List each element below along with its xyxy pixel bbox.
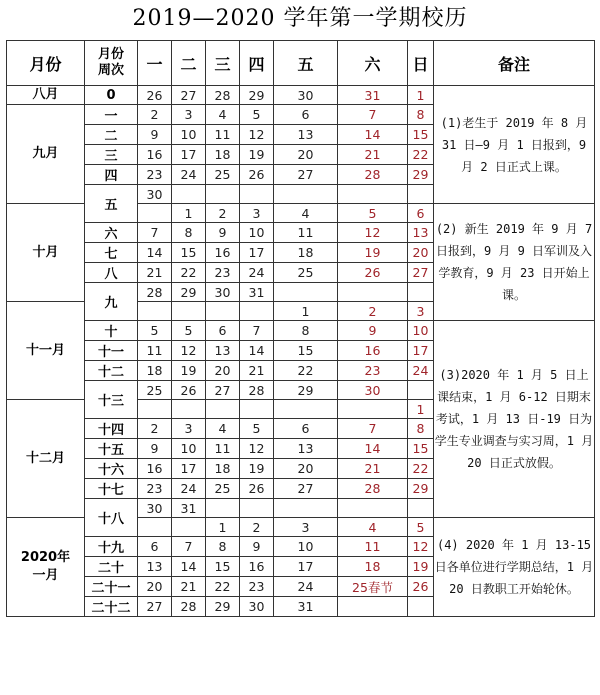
- day-cell: 23: [338, 361, 408, 381]
- day-cell: 5: [240, 105, 274, 125]
- day-cell: [408, 283, 434, 302]
- day-header-mon: 一: [138, 41, 172, 86]
- day-cell: 2: [138, 419, 172, 439]
- week-number-cell: 八: [85, 263, 138, 283]
- month-cell: 十二月: [7, 400, 85, 518]
- day-cell: 13: [206, 341, 240, 361]
- day-cell: [206, 302, 240, 321]
- day-cell: 8: [408, 419, 434, 439]
- day-cell: [172, 185, 206, 204]
- month-cell: 2020年 一月: [7, 518, 85, 617]
- day-cell: 20: [274, 145, 338, 165]
- day-cell: 26: [338, 263, 408, 283]
- day-cell: 21: [338, 145, 408, 165]
- day-cell: 11: [274, 223, 338, 243]
- day-cell: 24: [172, 165, 206, 185]
- day-cell: 3: [274, 518, 338, 537]
- day-cell: 28: [206, 86, 240, 105]
- week-number-cell: 六: [85, 223, 138, 243]
- day-cell: 18: [206, 145, 240, 165]
- day-cell: 2: [240, 518, 274, 537]
- note-text: (3)2020 年 1 月 5 日上课结束，1 月 6-12 日期末考试，1 月 13 日-19 日为学生专业调查与实习周，1 月 20 日正式放假。: [434, 368, 594, 470]
- day-cell: [206, 499, 240, 518]
- day-cell: 14: [138, 243, 172, 263]
- day-cell: 19: [338, 243, 408, 263]
- day-cell: 2: [338, 302, 408, 321]
- day-header-fri: 五: [274, 41, 338, 86]
- week-number-cell: 七: [85, 243, 138, 263]
- day-cell: 3: [408, 302, 434, 321]
- note-cell: [434, 518, 595, 617]
- day-cell: 11: [338, 537, 408, 557]
- day-cell: 18: [138, 361, 172, 381]
- day-cell: 30: [338, 381, 408, 400]
- day-cell: 17: [274, 557, 338, 577]
- day-cell: 17: [408, 341, 434, 361]
- day-cell: 8: [408, 105, 434, 125]
- day-cell: [206, 185, 240, 204]
- day-cell: 7: [172, 537, 206, 557]
- day-cell: 28: [172, 597, 206, 617]
- day-cell: 4: [206, 105, 240, 125]
- day-cell: [206, 400, 240, 419]
- day-cell: [408, 499, 434, 518]
- week-number-cell: 十七: [85, 479, 138, 499]
- day-cell: 18: [206, 459, 240, 479]
- day-cell: 5: [240, 419, 274, 439]
- day-cell: 26: [240, 165, 274, 185]
- month-cell: 九月: [7, 105, 85, 204]
- day-cell: 8: [172, 223, 206, 243]
- day-cell: 16: [206, 243, 240, 263]
- day-cell: 22: [206, 577, 240, 597]
- week-number-cell: 三: [85, 145, 138, 165]
- week-number-cell: 十二: [85, 361, 138, 381]
- day-cell: 15: [408, 125, 434, 145]
- day-cell: 1: [206, 518, 240, 537]
- day-cell: 6: [138, 537, 172, 557]
- day-cell: 27: [408, 263, 434, 283]
- day-cell: 24: [240, 263, 274, 283]
- day-cell: 16: [138, 145, 172, 165]
- day-cell: 24: [172, 479, 206, 499]
- week-number-cell: 十一: [85, 341, 138, 361]
- day-cell: 7: [138, 223, 172, 243]
- day-cell: 13: [274, 125, 338, 145]
- day-cell: 11: [138, 341, 172, 361]
- day-cell: 20: [274, 459, 338, 479]
- day-cell: [172, 400, 206, 419]
- day-cell: 6: [274, 105, 338, 125]
- week-number-cell: 二十: [85, 557, 138, 577]
- day-header-tue: 二: [172, 41, 206, 86]
- day-cell: [138, 518, 172, 537]
- day-cell: [408, 185, 434, 204]
- day-cell: 21: [138, 263, 172, 283]
- day-cell: 7: [338, 105, 408, 125]
- table-row: [7, 321, 595, 341]
- day-cell: [138, 302, 172, 321]
- day-cell: 15: [172, 243, 206, 263]
- day-cell: 9: [338, 321, 408, 341]
- week-number-cell: 十六: [85, 459, 138, 479]
- day-cell: 22: [172, 263, 206, 283]
- day-cell: 30: [138, 499, 172, 518]
- day-cell: [138, 204, 172, 223]
- day-cell: 22: [408, 145, 434, 165]
- day-cell: 5: [408, 518, 434, 537]
- day-cell: 7: [240, 321, 274, 341]
- school-calendar-table: [6, 40, 595, 617]
- day-cell: 31: [172, 499, 206, 518]
- day-cell: 2: [138, 105, 172, 125]
- day-cell: 1: [408, 86, 434, 105]
- day-cell: 6: [408, 204, 434, 223]
- week-number-cell: 十: [85, 321, 138, 341]
- day-cell: [274, 283, 338, 302]
- week-number-cell: 九: [85, 283, 138, 321]
- table-row: [7, 86, 595, 105]
- day-cell: 11: [206, 439, 240, 459]
- week-number-cell: 四: [85, 165, 138, 185]
- day-cell: [338, 597, 408, 617]
- day-cell: 16: [240, 557, 274, 577]
- day-cell: 5: [138, 321, 172, 341]
- day-cell: 12: [408, 537, 434, 557]
- day-cell: 16: [138, 459, 172, 479]
- day-cell: [240, 302, 274, 321]
- day-cell: 26: [408, 577, 434, 597]
- day-cell: 15: [206, 557, 240, 577]
- day-cell: 15: [274, 341, 338, 361]
- week-number-cell: 0: [85, 86, 138, 105]
- day-cell: 14: [338, 439, 408, 459]
- day-cell: 17: [172, 145, 206, 165]
- day-cell: 22: [408, 459, 434, 479]
- day-cell: 9: [138, 125, 172, 145]
- month-cell: 十月: [7, 204, 85, 302]
- note-text: (1)老生于 2019 年 8 月 31 日—9 月 1 日报到，9 月 2 日正式上课。: [440, 115, 588, 174]
- day-cell: 25: [274, 263, 338, 283]
- month-cell: 十一月: [7, 302, 85, 400]
- day-cell: [408, 381, 434, 400]
- day-cell: 10: [172, 439, 206, 459]
- day-cell: [338, 185, 408, 204]
- week-number-cell: 一: [85, 105, 138, 125]
- day-cell: 3: [172, 419, 206, 439]
- day-cell: 19: [240, 459, 274, 479]
- day-cell: 21: [338, 459, 408, 479]
- day-header-wed: 三: [206, 41, 240, 86]
- day-cell: [240, 400, 274, 419]
- day-cell: 6: [206, 321, 240, 341]
- week-header: 月份 周次: [85, 41, 138, 86]
- day-cell: 12: [338, 223, 408, 243]
- day-cell: 12: [240, 125, 274, 145]
- day-cell: 25: [206, 165, 240, 185]
- day-cell: 28: [338, 165, 408, 185]
- day-cell: 7: [338, 419, 408, 439]
- day-cell: 28: [138, 283, 172, 302]
- day-cell: 18: [338, 557, 408, 577]
- day-cell: 9: [138, 439, 172, 459]
- day-cell: 27: [274, 479, 338, 499]
- day-cell: [274, 185, 338, 204]
- day-cell: 13: [274, 439, 338, 459]
- notes-header: 备注: [434, 41, 595, 86]
- day-cell: [138, 400, 172, 419]
- note-cell: [434, 321, 595, 518]
- day-header-sat: 六: [338, 41, 408, 86]
- day-cell: 12: [172, 341, 206, 361]
- header-row: [7, 41, 595, 86]
- day-cell: [408, 597, 434, 617]
- day-cell: [338, 283, 408, 302]
- day-cell: 20: [408, 243, 434, 263]
- day-cell: 19: [172, 361, 206, 381]
- day-cell: 11: [206, 125, 240, 145]
- day-cell: 16: [338, 341, 408, 361]
- day-cell: [274, 499, 338, 518]
- day-cell: 9: [206, 223, 240, 243]
- week-number-cell: 十五: [85, 439, 138, 459]
- day-cell: 2: [206, 204, 240, 223]
- day-cell: 27: [138, 597, 172, 617]
- note-text: (4) 2020 年 1 月 13-15 日各单位进行学期总结，1 月 20 日教职工开始轮休。: [434, 538, 594, 596]
- day-cell: [172, 518, 206, 537]
- day-cell: 31: [338, 86, 408, 105]
- day-cell: 8: [206, 537, 240, 557]
- day-cell: [274, 400, 338, 419]
- day-cell: 30: [206, 283, 240, 302]
- day-cell: 27: [206, 381, 240, 400]
- day-cell: 17: [240, 243, 274, 263]
- day-cell: 8: [274, 321, 338, 341]
- day-cell: 10: [274, 537, 338, 557]
- note-text: (2) 新生 2019 年 9 月 7 日报到，9 月 9 日军训及入学教育，9 月 23 日开始上课。: [435, 222, 593, 302]
- week-number-cell: 五: [85, 185, 138, 223]
- day-cell: 10: [172, 125, 206, 145]
- day-header-thu: 四: [240, 41, 274, 86]
- day-cell: 3: [240, 204, 274, 223]
- day-cell: 29: [274, 381, 338, 400]
- day-cell: 27: [274, 165, 338, 185]
- day-cell: 23: [240, 577, 274, 597]
- day-cell: 29: [240, 86, 274, 105]
- day-cell: 9: [240, 537, 274, 557]
- note-cell: [434, 86, 595, 204]
- day-cell: 21: [240, 361, 274, 381]
- day-cell: 10: [240, 223, 274, 243]
- week-number-cell: 十九: [85, 537, 138, 557]
- day-cell: 28: [338, 479, 408, 499]
- day-cell: 10: [408, 321, 434, 341]
- day-cell: 4: [274, 204, 338, 223]
- day-cell: 4: [206, 419, 240, 439]
- day-cell: 19: [240, 145, 274, 165]
- week-number-cell: 二: [85, 125, 138, 145]
- day-cell: 17: [172, 459, 206, 479]
- week-number-cell: 二十二: [85, 597, 138, 617]
- day-cell: 18: [274, 243, 338, 263]
- day-cell: 29: [206, 597, 240, 617]
- day-cell: 30: [240, 597, 274, 617]
- day-cell: 1: [274, 302, 338, 321]
- day-cell: 4: [338, 518, 408, 537]
- day-cell: 29: [172, 283, 206, 302]
- week-number-cell: 十八: [85, 499, 138, 537]
- day-cell: 26: [172, 381, 206, 400]
- day-cell: [338, 400, 408, 419]
- day-cell: 24: [408, 361, 434, 381]
- day-cell: 26: [240, 479, 274, 499]
- page-title: 2019—2020 学年第一学期校历: [132, 6, 468, 31]
- day-cell: 20: [138, 577, 172, 597]
- day-cell: 24: [274, 577, 338, 597]
- day-cell: 29: [408, 165, 434, 185]
- day-cell: 13: [138, 557, 172, 577]
- day-cell: 13: [408, 223, 434, 243]
- day-cell: 30: [138, 185, 172, 204]
- day-cell: 5: [338, 204, 408, 223]
- day-cell: [240, 185, 274, 204]
- day-cell: 1: [172, 204, 206, 223]
- day-cell: 1: [408, 400, 434, 419]
- day-cell: 3: [172, 105, 206, 125]
- day-cell: 14: [240, 341, 274, 361]
- day-cell: 5: [172, 321, 206, 341]
- week-number-cell: 二十一: [85, 577, 138, 597]
- day-cell: 14: [172, 557, 206, 577]
- day-cell: 30: [274, 86, 338, 105]
- day-cell: 25: [138, 381, 172, 400]
- note-cell: [434, 204, 595, 321]
- day-cell: 14: [338, 125, 408, 145]
- day-cell: 29: [408, 479, 434, 499]
- day-cell: 25: [206, 479, 240, 499]
- day-cell: 31: [240, 283, 274, 302]
- day-cell: 23: [138, 165, 172, 185]
- day-cell: 31: [274, 597, 338, 617]
- day-cell: [172, 302, 206, 321]
- day-cell: [240, 499, 274, 518]
- day-cell: 19: [408, 557, 434, 577]
- day-cell: [338, 499, 408, 518]
- month-cell: 八月: [7, 86, 85, 105]
- day-header-sun: 日: [408, 41, 434, 86]
- day-cell: 15: [408, 439, 434, 459]
- day-cell: 12: [240, 439, 274, 459]
- day-cell: 23: [138, 479, 172, 499]
- day-cell: 25春节: [338, 577, 408, 597]
- day-cell: 28: [240, 381, 274, 400]
- day-cell: 27: [172, 86, 206, 105]
- day-cell: 23: [206, 263, 240, 283]
- month-header: 月份: [7, 41, 85, 86]
- day-cell: 20: [206, 361, 240, 381]
- day-cell: 22: [274, 361, 338, 381]
- day-cell: 21: [172, 577, 206, 597]
- week-number-cell: 十三: [85, 381, 138, 419]
- week-number-cell: 十四: [85, 419, 138, 439]
- day-cell: 26: [138, 86, 172, 105]
- day-cell: 6: [274, 419, 338, 439]
